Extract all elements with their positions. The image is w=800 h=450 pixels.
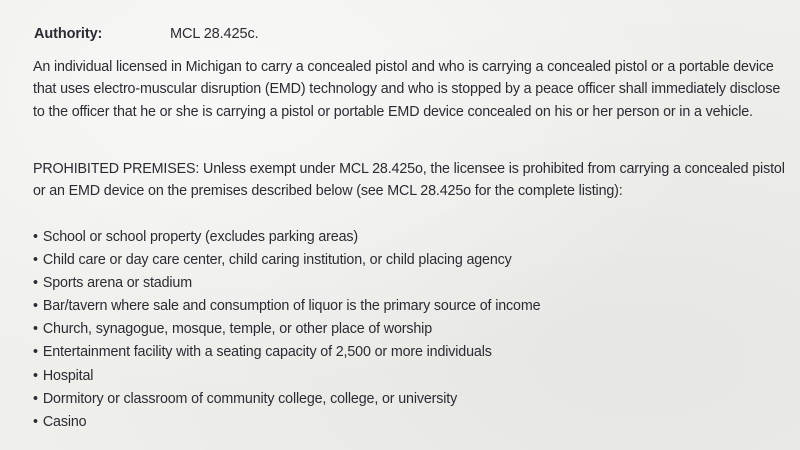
list-item: • Church, synagogue, mosque, temple, or other place of worship: [33, 318, 540, 341]
authority-row: [34, 26, 259, 42]
prohibited-premises-paragraph: PROHIBITED PREMISES: Unless exempt under MCL 28.425o, the licensee is prohibited from carrying a concealed pistol or an EMD device on the premises described below (see MCL 28.425o for the complete listing):: [33, 161, 785, 200]
disclosure-paragraph: An individual licensed in Michigan to carry a concealed pistol and who is carrying a concealed pistol or a portable device that uses electro-muscular disruption (EMD) technology and who is stopped by a peace officer shall immediately disclose to the officer that he or she is carrying a pistol or portable EMD device concealed on his or her person or in a vehicle.: [33, 59, 781, 120]
list-item: • Hospital: [33, 365, 540, 388]
list-item: • Casino: [33, 411, 540, 434]
authority-value: MCL 28.425c.: [170, 26, 259, 42]
list-item: • School or school property (excludes parking areas): [33, 226, 540, 249]
prohibited-premises-list: [33, 226, 540, 434]
list-item: • Bar/tavern where sale and consumption of liquor is the primary source of income: [33, 295, 540, 318]
authority-label: Authority:: [34, 26, 103, 42]
list-item: • Dormitory or classroom of community college, college, or university: [33, 388, 540, 411]
list-item: • Child care or day care center, child caring institution, or child placing agency: [33, 249, 540, 272]
list-item: • Sports arena or stadium: [33, 272, 540, 295]
list-item: • Entertainment facility with a seating capacity of 2,500 or more individuals: [33, 341, 540, 364]
